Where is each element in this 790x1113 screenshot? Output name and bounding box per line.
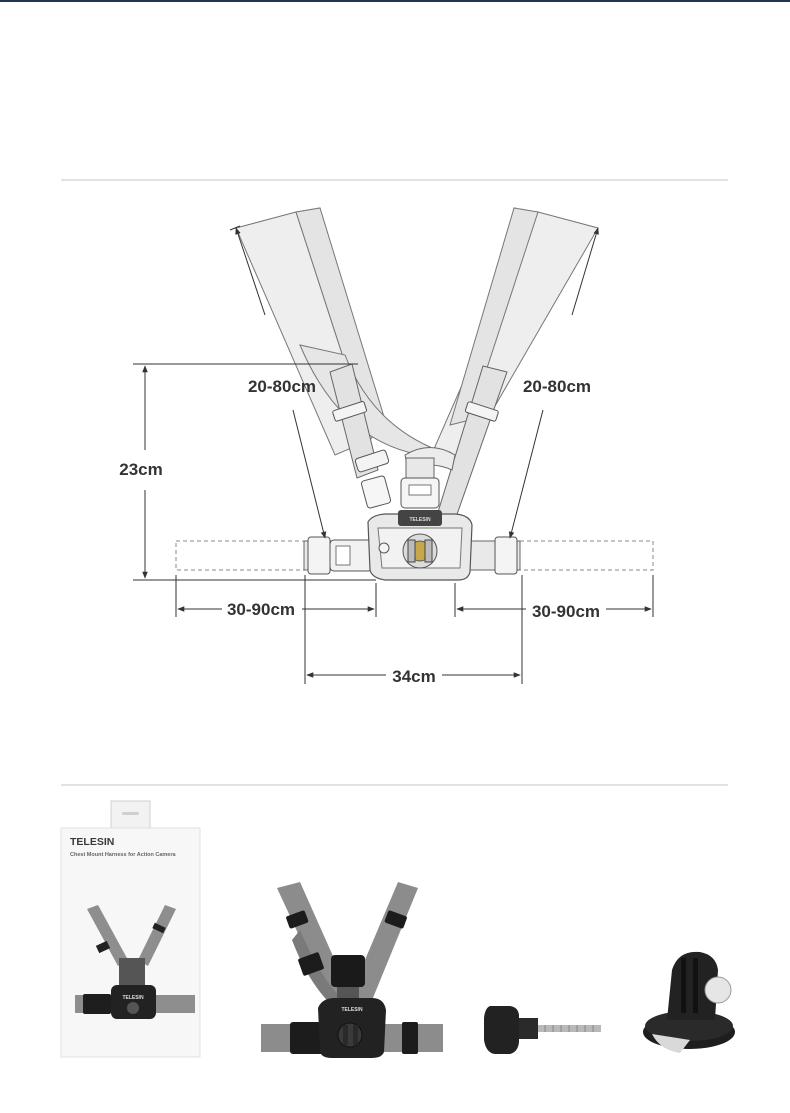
box-plate-brand: TELESIN: [122, 995, 144, 1001]
plate-width-dimension: 34cm: [392, 667, 436, 686]
right-chest-dimension: 30-90cm: [531, 602, 601, 621]
height-dimension: 23cm: [119, 460, 163, 479]
thumb-screw: [484, 1006, 601, 1054]
box-brand-logo: TELESIN: [70, 836, 115, 848]
tripod-mount-adapter: [643, 952, 735, 1053]
box-subtitle: Chest Mount Harness for Action Camera: [70, 852, 176, 858]
left-chest-dimension: 30-90cm: [226, 600, 296, 619]
right-shoulder-dimension: 20-80cm: [522, 377, 592, 396]
packaging-box: [61, 801, 200, 1057]
left-shoulder-dimension: 20-80cm: [247, 377, 317, 396]
plate-brand-label: TELESIN: [409, 517, 431, 523]
chest-harness: [261, 882, 443, 1058]
harness-plate-brand: TELESIN: [341, 1007, 363, 1013]
